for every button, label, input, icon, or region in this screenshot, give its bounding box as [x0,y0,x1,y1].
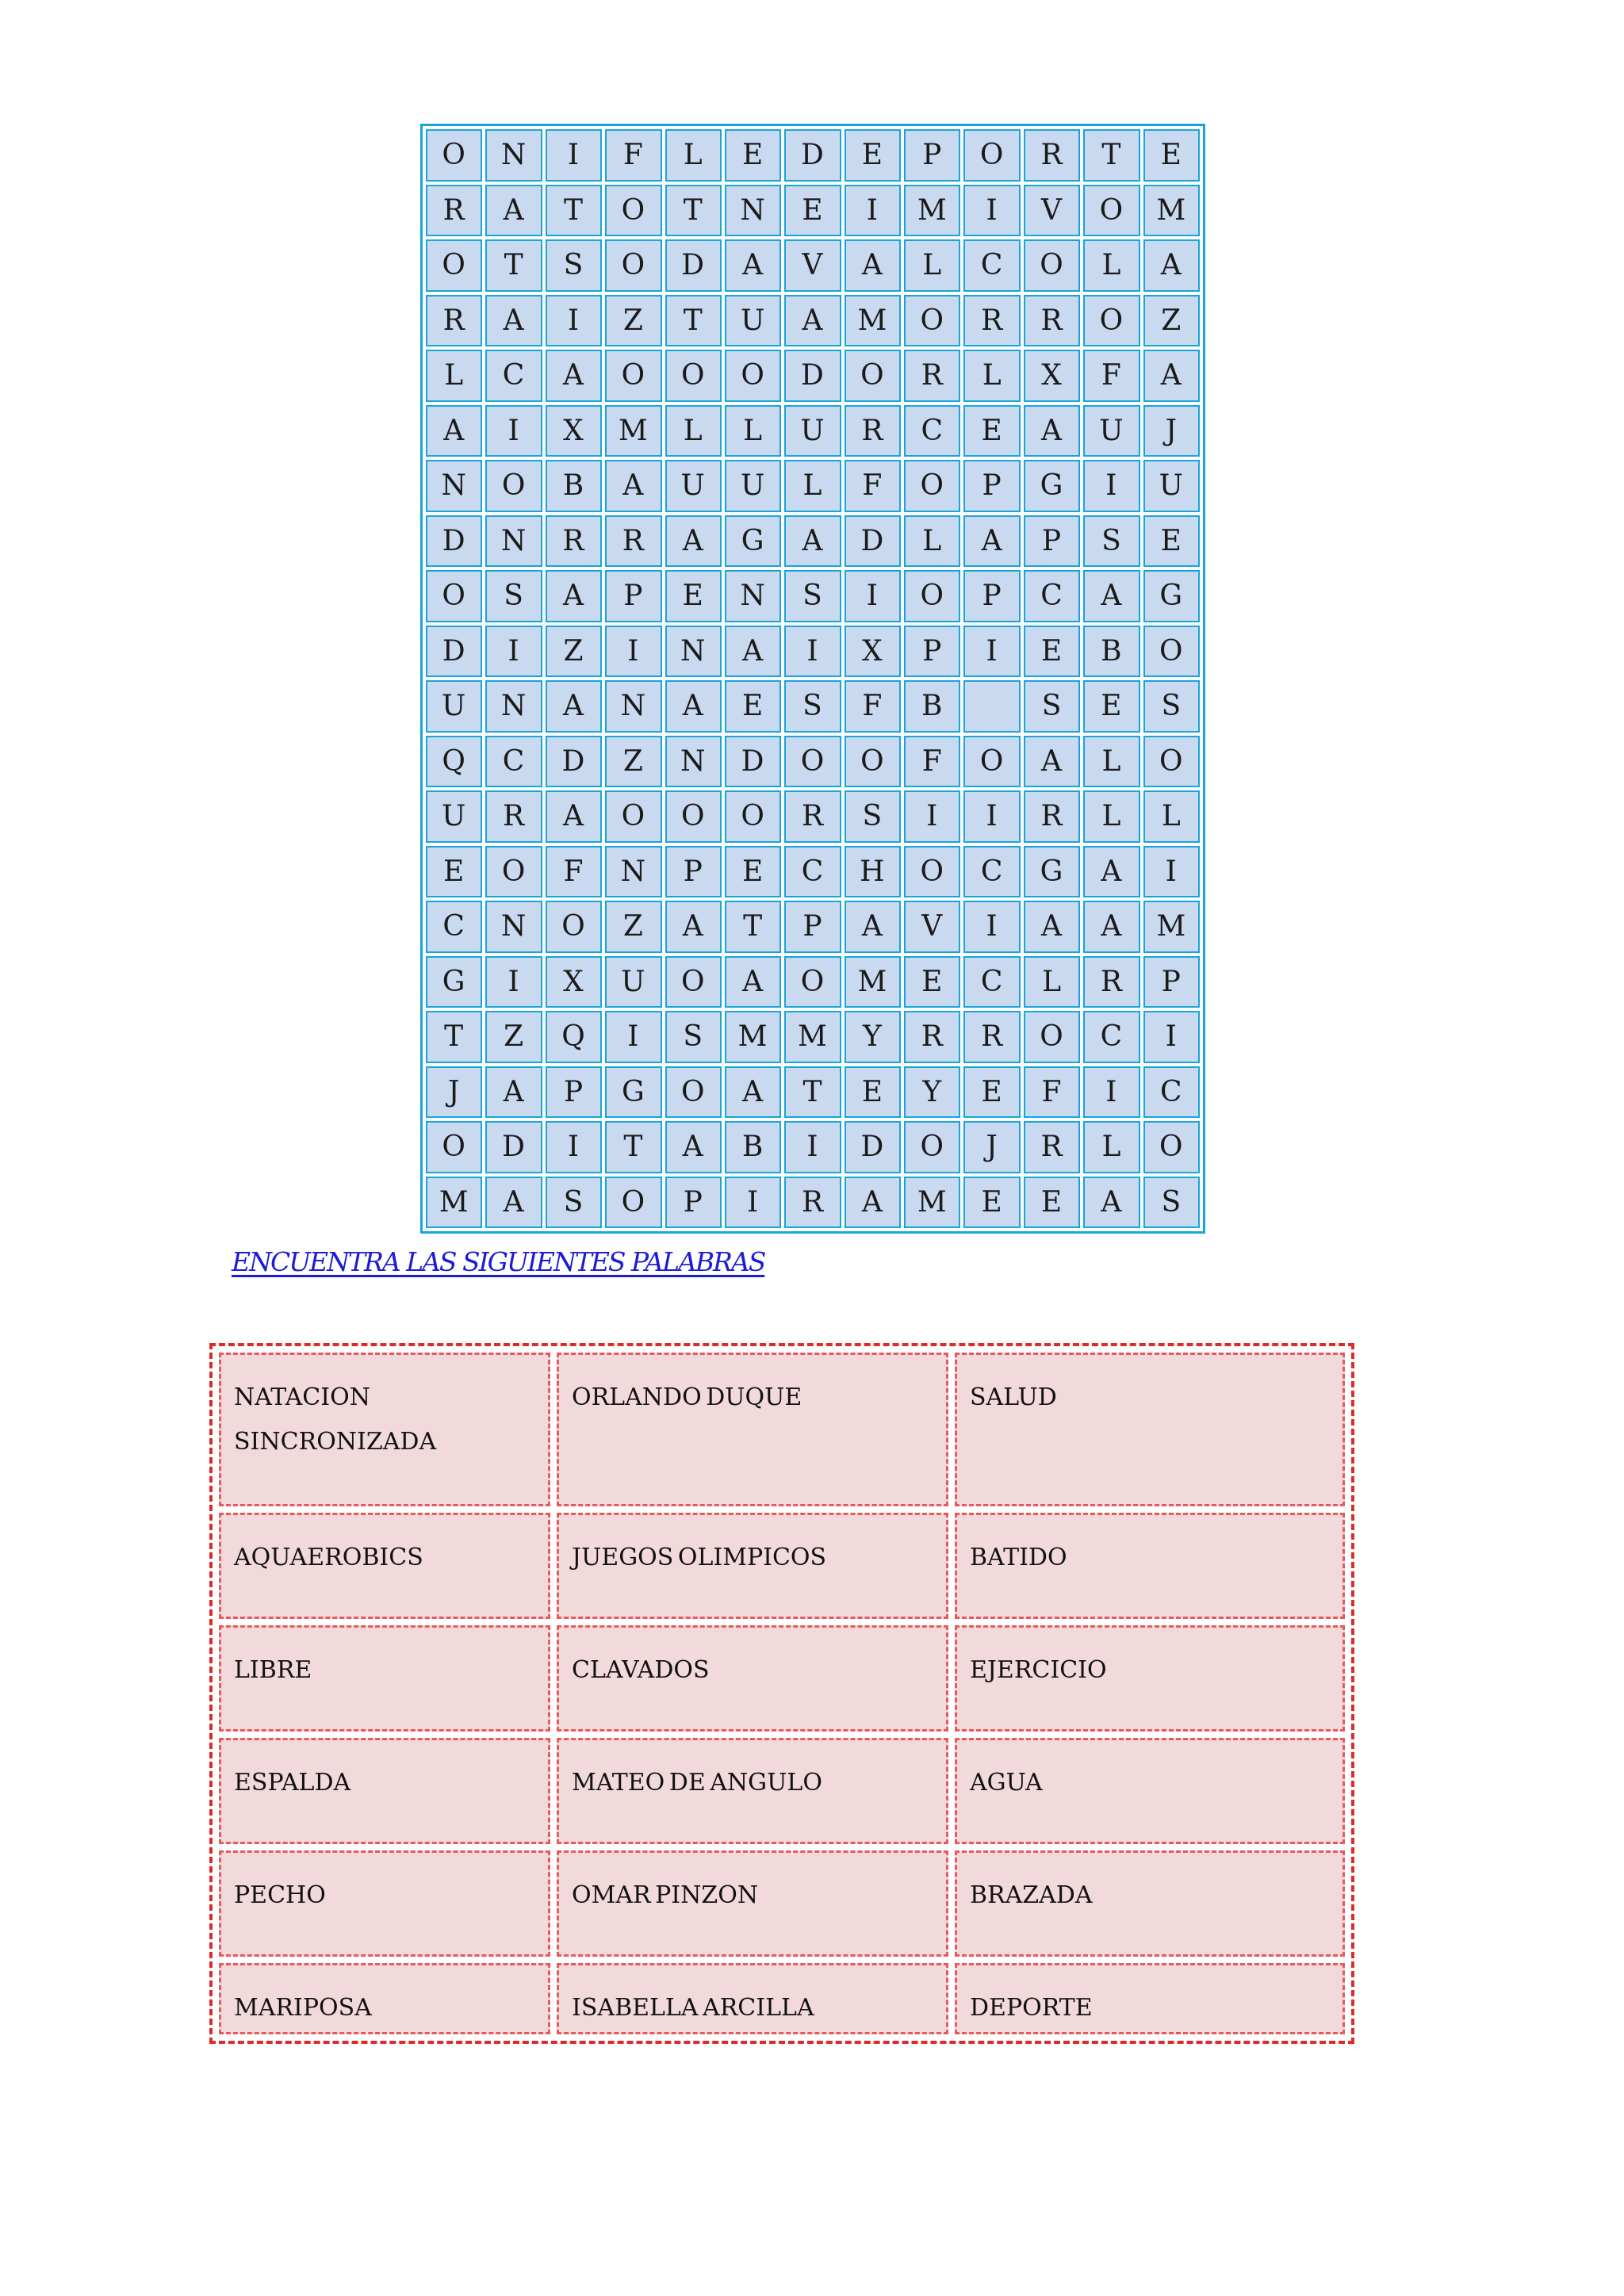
grid-cell: T [725,901,781,953]
word-list-item: MARIPOSA [219,1963,550,2034]
grid-cell: R [1024,1121,1080,1173]
grid-cell: P [665,846,722,898]
grid-cell: I [963,626,1020,678]
grid-cell: E [665,570,722,622]
grid-cell: I [845,570,901,622]
grid-cell: A [485,295,542,347]
grid-cell: R [784,790,841,843]
grid-cell: R [963,295,1020,347]
grid-cell: O [605,790,661,843]
instructions-heading: ENCUENTRA LAS SIGUIENTES PALABRAS [232,1246,765,1277]
grid-cell: E [784,185,841,237]
grid-cell: O [963,129,1020,182]
grid-cell: A [665,901,722,953]
grid-cell: C [963,846,1020,898]
grid-cell: S [845,790,901,843]
grid-cell: C [1143,1066,1200,1119]
grid-cell: C [426,901,482,953]
grid-cell: L [904,239,960,292]
grid-cell: M [904,1177,960,1229]
grid-cell: R [784,1177,841,1229]
grid-cell: M [1143,901,1200,953]
grid-cell: R [845,405,901,457]
grid-cell: C [784,846,841,898]
grid-cell: I [1083,460,1139,512]
grid-cell: I [485,956,542,1008]
grid-cell: N [665,626,722,678]
grid-cell: O [904,570,960,622]
grid-cell: S [784,570,841,622]
grid-cell: B [904,680,960,733]
grid-cell: A [725,239,781,292]
grid-cell: G [1143,570,1200,622]
word-list-item: SALUD [955,1353,1345,1506]
grid-cell: X [546,956,602,1008]
grid-cell: N [665,736,722,788]
grid-cell: D [784,129,841,182]
grid-cell: C [1024,570,1080,622]
grid-cell: D [426,626,482,678]
grid-cell: A [665,1121,722,1173]
grid-cell: D [845,1121,901,1173]
grid-cell: R [485,790,542,843]
grid-cell: Z [1143,295,1200,347]
grid-cell: O [784,956,841,1008]
grid-cell: S [1024,680,1080,733]
grid-cell: S [665,1011,722,1063]
grid-cell: I [963,790,1020,843]
grid-cell: A [725,626,781,678]
grid-cell: M [904,185,960,237]
grid-cell: F [605,129,661,182]
grid-cell: E [845,1066,901,1119]
grid-cell: A [665,680,722,733]
grid-cell: L [1143,790,1200,843]
grid-cell: I [546,295,602,347]
grid-cell: A [546,570,602,622]
grid-cell: L [1083,1121,1139,1173]
grid-cell: T [426,1011,482,1063]
grid-cell: O [485,460,542,512]
grid-cell: O [1143,1121,1200,1173]
grid-cell: R [904,350,960,402]
grid-cell: A [546,350,602,402]
grid-cell: E [1143,515,1200,568]
grid-cell: M [605,405,661,457]
grid-cell: M [845,956,901,1008]
grid-cell: E [1024,626,1080,678]
grid-cell: O [426,570,482,622]
grid-cell: Q [546,1011,602,1063]
grid-cell: C [963,956,1020,1008]
grid-cell: O [546,901,602,953]
grid-cell: M [1143,185,1200,237]
grid-cell: A [725,1066,781,1119]
grid-cell: N [485,515,542,568]
grid-cell: A [605,460,661,512]
grid-cell: I [963,185,1020,237]
grid-cell: E [1143,129,1200,182]
grid-cell: E [963,1066,1020,1119]
word-list-table [209,1343,1354,2044]
grid-cell: J [1143,405,1200,457]
grid-cell: O [426,1121,482,1173]
grid-cell: C [485,350,542,402]
grid-cell: E [963,405,1020,457]
grid-cell: S [546,239,602,292]
grid-cell: O [1024,1011,1080,1063]
word-list-item: BATIDO [955,1513,1345,1619]
grid-cell: A [963,515,1020,568]
grid-cell: I [546,1121,602,1173]
grid-cell: S [485,570,542,622]
grid-cell: R [426,185,482,237]
grid-cell: J [426,1066,482,1119]
grid-cell: I [845,185,901,237]
grid-cell: Z [546,626,602,678]
grid-cell: E [963,1177,1020,1229]
grid-cell: O [665,350,722,402]
grid-cell: C [904,405,960,457]
grid-cell: V [784,239,841,292]
grid-cell: O [904,295,960,347]
grid-cell: F [1083,350,1139,402]
grid-cell: O [725,350,781,402]
grid-cell: I [605,626,661,678]
word-list-item: PECHO [219,1850,550,1957]
grid-cell: S [546,1177,602,1229]
grid-cell: D [784,350,841,402]
grid-cell: L [784,460,841,512]
grid-cell: T [605,1121,661,1173]
grid-cell: N [725,570,781,622]
grid-cell: N [605,680,661,733]
grid-cell: B [546,460,602,512]
grid-cell: P [963,460,1020,512]
grid-cell: G [426,956,482,1008]
grid-cell: G [725,515,781,568]
grid-cell: R [1083,956,1139,1008]
grid-cell: L [725,405,781,457]
grid-cell: E [845,129,901,182]
grid-cell: A [1083,570,1139,622]
word-list-item: OMAR PINZON [557,1850,948,1957]
grid-cell: O [1083,295,1139,347]
grid-cell: L [665,405,722,457]
grid-cell: P [605,570,661,622]
grid-cell: X [845,626,901,678]
grid-cell: I [1083,1066,1139,1119]
grid-cell: O [725,790,781,843]
word-list-item: MATEO DE ANGULO [557,1738,948,1844]
grid-cell: I [1143,846,1200,898]
grid-cell: A [845,1177,901,1229]
grid-cell: R [904,1011,960,1063]
grid-cell: G [1024,846,1080,898]
grid-cell: S [1083,515,1139,568]
grid-cell: S [1143,1177,1200,1229]
grid-cell: G [1024,460,1080,512]
grid-cell: D [426,515,482,568]
grid-cell: B [725,1121,781,1173]
grid-cell: O [426,239,482,292]
grid-cell: D [546,736,602,788]
grid-cell: J [963,1121,1020,1173]
grid-cell: E [725,680,781,733]
grid-cell: X [1024,350,1080,402]
grid-cell: U [784,405,841,457]
grid-cell: P [784,901,841,953]
grid-cell: C [963,239,1020,292]
grid-cell: E [426,846,482,898]
grid-cell: A [845,901,901,953]
word-list-item: AGUA [955,1738,1345,1844]
grid-cell: U [426,680,482,733]
grid-cell: I [1143,1011,1200,1063]
grid-cell: I [963,901,1020,953]
grid-cell: P [904,129,960,182]
grid-cell: N [485,129,542,182]
grid-cell: D [845,515,901,568]
grid-cell: G [605,1066,661,1119]
grid-cell: I [485,405,542,457]
grid-cell: F [904,736,960,788]
grid-cell: O [1024,239,1080,292]
grid-cell: V [1024,185,1080,237]
grid-cell: R [1024,295,1080,347]
grid-cell: U [725,460,781,512]
grid-cell: I [546,129,602,182]
grid-cell: N [605,846,661,898]
grid-cell: P [904,626,960,678]
grid-cell: O [605,350,661,402]
grid-cell: O [1143,736,1200,788]
grid-cell: A [784,295,841,347]
word-list-item: DEPORTE [955,1963,1345,2034]
grid-cell: F [546,846,602,898]
word-list-item: BRAZADA [955,1850,1345,1957]
grid-cell: A [665,515,722,568]
grid-cell: A [784,515,841,568]
grid-cell: A [1083,1177,1139,1229]
grid-cell: L [1024,956,1080,1008]
grid-cell: O [784,736,841,788]
grid-cell: E [1083,680,1139,733]
grid-cell: L [904,515,960,568]
grid-cell: A [1083,901,1139,953]
grid-cell: O [605,1177,661,1229]
grid-cell: Q [426,736,482,788]
grid-cell: X [546,405,602,457]
grid-cell: M [845,295,901,347]
grid-cell: B [1083,626,1139,678]
grid-cell: O [665,956,722,1008]
grid-cell: R [963,1011,1020,1063]
grid-cell: U [1143,460,1200,512]
grid-cell: R [1024,790,1080,843]
grid-cell: H [845,846,901,898]
grid-cell: V [904,901,960,953]
grid-cell: F [845,460,901,512]
grid-cell: O [605,239,661,292]
grid-cell: L [1083,239,1139,292]
grid-cell: A [485,1066,542,1119]
grid-cell: E [725,846,781,898]
grid-cell: O [485,846,542,898]
grid-cell: Z [605,736,661,788]
grid-cell: Y [904,1066,960,1119]
grid-cell: C [1083,1011,1139,1063]
grid-cell: L [426,350,482,402]
grid-cell: T [665,295,722,347]
grid-cell: O [1143,626,1200,678]
grid-cell: T [784,1066,841,1119]
grid-cell: N [485,680,542,733]
word-list-item: ORLANDO DUQUE [557,1353,948,1506]
word-search-grid [420,124,1205,1234]
grid-cell: A [1024,901,1080,953]
grid-cell: N [426,460,482,512]
grid-cell: T [1083,129,1139,182]
grid-cell: I [784,1121,841,1173]
grid-cell: O [904,1121,960,1173]
grid-cell: E [725,129,781,182]
grid-cell: A [546,790,602,843]
grid-cell: A [1024,736,1080,788]
grid-cell: T [546,185,602,237]
grid-cell: U [426,790,482,843]
grid-cell: E [904,956,960,1008]
grid-cell: P [1024,515,1080,568]
grid-cell: A [1083,846,1139,898]
grid-cell: A [1024,405,1080,457]
grid-cell: M [784,1011,841,1063]
word-list-item: NATACION SINCRONIZADA [219,1353,550,1506]
grid-cell: A [1143,350,1200,402]
grid-cell: T [665,185,722,237]
grid-cell: L [963,350,1020,402]
grid-cell: M [725,1011,781,1063]
word-list-item: ESPALDA [219,1738,550,1844]
grid-cell: O [605,185,661,237]
grid-cell: U [1083,405,1139,457]
grid-cell: I [904,790,960,843]
grid-cell: O [1083,185,1139,237]
grid-cell: Z [605,901,661,953]
grid-cell: A [546,680,602,733]
grid-cell: O [904,460,960,512]
grid-cell: D [725,736,781,788]
grid-cell: I [485,626,542,678]
grid-cell: R [426,295,482,347]
word-list-item: EJERCICIO [955,1625,1345,1732]
grid-cell: M [426,1177,482,1229]
grid-cell: T [485,239,542,292]
grid-cell: A [485,185,542,237]
word-list-item: CLAVADOS [557,1625,948,1732]
grid-cell: R [605,515,661,568]
grid-cell: D [665,239,722,292]
grid-cell: Y [845,1011,901,1063]
grid-cell: F [1024,1066,1080,1119]
grid-cell: I [784,626,841,678]
grid-cell: L [665,129,722,182]
grid-cell: R [546,515,602,568]
word-list-item: AQUAEROBICS [219,1513,550,1619]
grid-cell: P [1143,956,1200,1008]
grid-cell: A [426,405,482,457]
grid-cell: D [485,1121,542,1173]
grid-cell: O [904,846,960,898]
word-list-item: ISABELLA ARCILLA [557,1963,948,2034]
grid-cell: P [963,570,1020,622]
grid-cell: E [1024,1177,1080,1229]
grid-cell: N [485,901,542,953]
grid-cell: O [963,736,1020,788]
grid-cell: C [485,736,542,788]
grid-cell: O [845,350,901,402]
grid-cell: O [426,129,482,182]
grid-cell: P [665,1177,722,1229]
grid-cell: Z [485,1011,542,1063]
grid-cell: S [1143,680,1200,733]
grid-cell: L [1083,736,1139,788]
grid-cell: U [665,460,722,512]
grid-cell: S [784,680,841,733]
grid-cell: A [1143,239,1200,292]
grid-cell: A [845,239,901,292]
grid-cell: A [485,1177,542,1229]
grid-cell [963,680,1020,733]
grid-cell: O [845,736,901,788]
word-list-item: LIBRE [219,1625,550,1732]
grid-cell: R [1024,129,1080,182]
grid-cell: U [725,295,781,347]
grid-cell: O [665,790,722,843]
word-list-item: JUEGOS OLIMPICOS [557,1513,948,1619]
grid-cell: U [605,956,661,1008]
grid-cell: Z [605,295,661,347]
grid-cell: A [725,956,781,1008]
grid-cell: L [1083,790,1139,843]
grid-cell: N [725,185,781,237]
grid-cell: I [725,1177,781,1229]
grid-cell: O [665,1066,722,1119]
grid-cell: I [605,1011,661,1063]
grid-cell: P [546,1066,602,1119]
grid-cell: F [845,680,901,733]
